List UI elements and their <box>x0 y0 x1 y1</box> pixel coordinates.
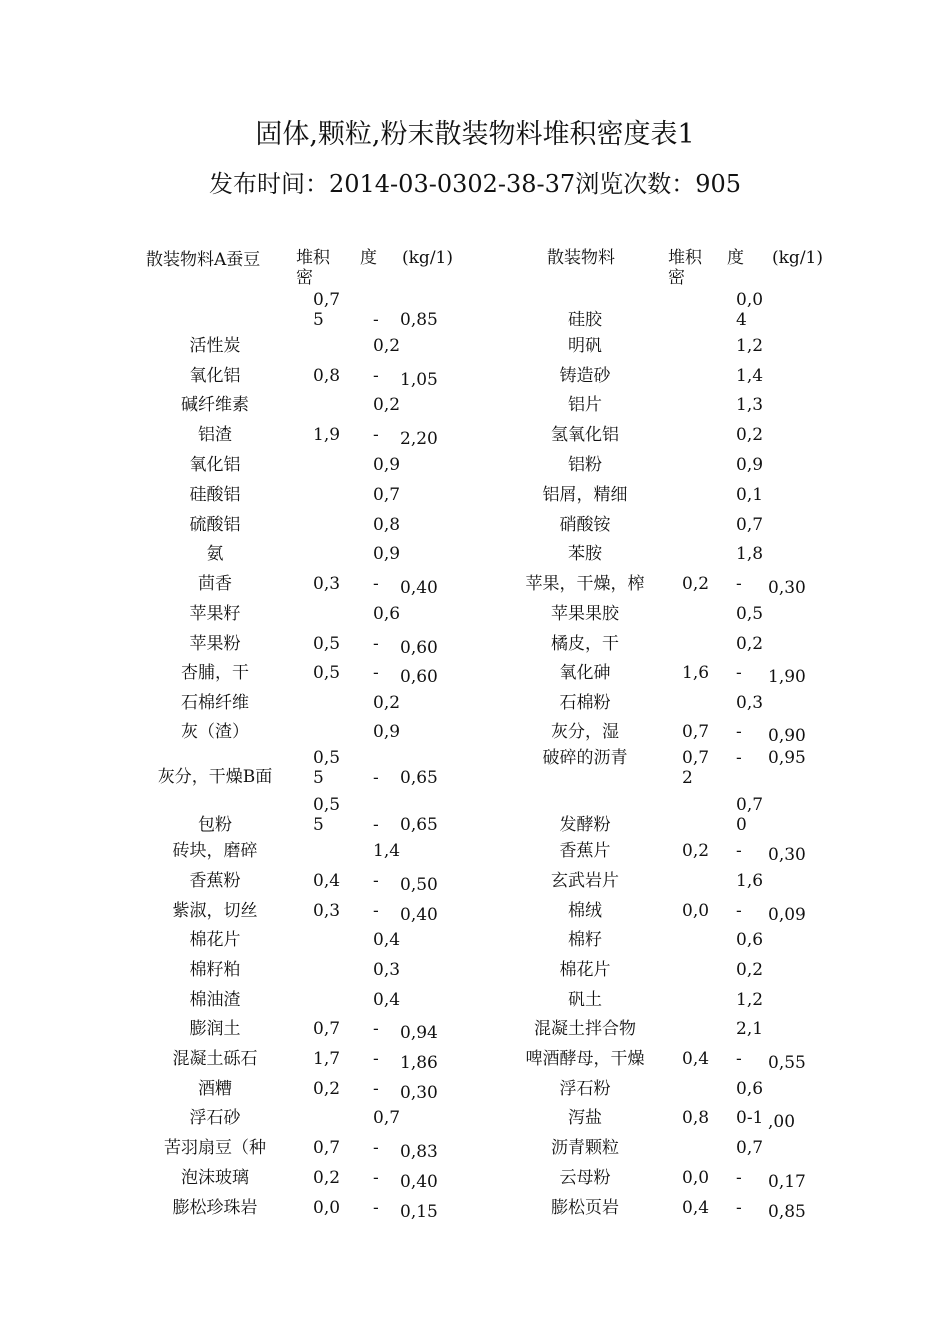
density-sep-left: - <box>373 1079 379 1099</box>
density-sep-right: 0,3 <box>736 693 764 713</box>
density-max-right: 0,30 <box>768 845 806 865</box>
density-sep-left: 1,4 <box>373 841 401 861</box>
density-min-left: 0,8 <box>313 366 341 386</box>
density-sep-left: 0,9 <box>373 722 401 742</box>
table-row <box>0 515 950 545</box>
table-row <box>0 767 950 797</box>
material-name-right: 橘皮，干 <box>551 634 619 654</box>
table-row <box>0 1079 950 1109</box>
density-max-left: 0,15 <box>400 1202 438 1222</box>
header-right-name: 散装物料 <box>547 248 615 268</box>
density-min-left: 0,7 5 <box>313 290 341 330</box>
density-sep-right: 1,4 <box>736 366 764 386</box>
material-name-right: 铝屑，精细 <box>542 485 628 505</box>
material-name-left: 酒糟 <box>198 1079 232 1099</box>
density-max-right: 0,30 <box>768 578 806 598</box>
material-name-left: 氧化铝 <box>189 455 241 475</box>
density-sep-left: - <box>373 663 379 683</box>
density-max-right: 0,90 <box>768 726 806 746</box>
material-name-right: 硅胶 <box>568 310 602 330</box>
density-min-right: 0,4 <box>682 1198 710 1218</box>
material-name-left: 混凝土砾石 <box>172 1049 258 1069</box>
material-name-left: 硅酸铝 <box>189 485 241 505</box>
material-name-right: 香蕉片 <box>559 841 611 861</box>
density-sep-right: - <box>736 574 742 594</box>
density-max-left: 2,20 <box>400 429 438 449</box>
density-max-left: 0,60 <box>400 638 438 658</box>
material-name-left: 活性炭 <box>189 336 241 356</box>
density-sep-left: 0,9 <box>373 455 401 475</box>
density-min-left: 0,3 <box>313 901 341 921</box>
density-sep-left: - <box>373 768 379 788</box>
density-min-right: 0,0 <box>682 901 710 921</box>
header-left-unit: (kg/1) <box>402 248 453 268</box>
table-row <box>0 455 950 485</box>
material-name-left: 硫酸铝 <box>189 515 241 535</box>
density-sep-left: 0,3 <box>373 960 401 980</box>
density-min-left: 0,3 <box>313 574 341 594</box>
density-max-left: 0,40 <box>400 578 438 598</box>
density-min-left: 1,9 <box>313 425 341 445</box>
density-sep-right: 1,2 <box>736 990 764 1010</box>
header-right-density: 堆积密 <box>668 248 702 288</box>
material-name-right: 混凝土拌合物 <box>534 1019 636 1039</box>
density-sep-left: - <box>373 901 379 921</box>
density-max-left: 1,05 <box>400 370 438 390</box>
density-sep-right: 0,2 <box>736 960 764 980</box>
density-sep-right: 0,6 <box>736 1079 764 1099</box>
table-row <box>0 1108 950 1138</box>
density-max-left: 0,60 <box>400 667 438 687</box>
density-max-left: 0,85 <box>400 310 438 330</box>
table-row <box>0 1019 950 1049</box>
density-min-left: 0,2 <box>313 1079 341 1099</box>
material-name-right: 铝粉 <box>568 455 602 475</box>
material-name-left: 灰（渣） <box>181 722 249 742</box>
density-sep-left: 0,7 <box>373 485 401 505</box>
density-sep-right: - <box>736 722 742 742</box>
density-sep-right: 0,0 4 <box>736 290 764 330</box>
density-max-left: 0,40 <box>400 905 438 925</box>
material-name-right: 膨松页岩 <box>551 1198 619 1218</box>
material-name-left: 泡沫玻璃 <box>181 1168 249 1188</box>
table-row <box>0 604 950 634</box>
material-name-left: 膨润土 <box>189 1019 241 1039</box>
material-name-right: 破碎的沥青 <box>542 748 628 768</box>
table-row <box>0 960 950 990</box>
material-name-right: 石棉粉 <box>559 693 611 713</box>
material-name-right: 铝片 <box>568 395 602 415</box>
density-min-left: 0,5 <box>313 634 341 654</box>
density-sep-left: - <box>373 815 379 835</box>
table-row <box>0 634 950 664</box>
density-sep-left: - <box>373 1138 379 1158</box>
density-max-right: 0,09 <box>768 905 806 925</box>
density-sep-right: - <box>736 1168 742 1188</box>
density-sep-left: - <box>373 1168 379 1188</box>
material-name-left: 砖块，磨碎 <box>172 841 258 861</box>
table-row <box>0 1168 950 1198</box>
density-sep-right: 0,1 <box>736 485 764 505</box>
header-right-unit: (kg/1) <box>772 248 823 268</box>
material-name-left: 棉油渣 <box>189 990 241 1010</box>
material-name-left: 棉花片 <box>189 930 241 950</box>
density-min-right: 0,7 2 <box>682 748 710 788</box>
density-sep-left: 0,2 <box>373 693 401 713</box>
density-max-right: 0,85 <box>768 1202 806 1222</box>
density-sep-left: 0,2 <box>373 395 401 415</box>
density-min-right: 0,2 <box>682 841 710 861</box>
material-name-left: 紫淑，切丝 <box>172 901 258 921</box>
density-sep-left: 0,6 <box>373 604 401 624</box>
density-sep-right: 2,1 <box>736 1019 764 1039</box>
density-min-right: 0,4 <box>682 1049 710 1069</box>
density-min-left: 0,4 <box>313 871 341 891</box>
table-row <box>0 574 950 604</box>
density-sep-right: - <box>736 1198 742 1218</box>
material-name-right: 棉籽 <box>568 930 602 950</box>
material-name-left: 茴香 <box>198 574 232 594</box>
density-max-left: 0,50 <box>400 875 438 895</box>
table-row <box>0 901 950 931</box>
density-min-left: 0,0 <box>313 1198 341 1218</box>
density-sep-right: - <box>736 1049 742 1069</box>
material-name-left: 石棉纤维 <box>181 693 249 713</box>
header-left-du: 度 <box>360 248 377 268</box>
density-sep-right: 1,2 <box>736 336 764 356</box>
table-row <box>0 1198 950 1228</box>
table-row <box>0 395 950 425</box>
material-name-right: 氢氧化铝 <box>551 425 619 445</box>
density-sep-right: 1,6 <box>736 871 764 891</box>
page-title: 固体,颗粒,粉末散装物料堆积密度表1 <box>255 119 695 150</box>
table-row <box>0 841 950 871</box>
density-sep-left: - <box>373 1019 379 1039</box>
density-sep-left: - <box>373 634 379 654</box>
table-row <box>0 336 950 366</box>
material-name-left: 铝渣 <box>198 425 232 445</box>
density-max-right: 0,95 <box>768 748 806 768</box>
density-sep-right: 1,8 <box>736 544 764 564</box>
density-sep-left: 0,9 <box>373 544 401 564</box>
material-name-right: 铸造砂 <box>559 366 611 386</box>
material-name-right: 苹果果胶 <box>551 604 619 624</box>
density-sep-right: 0,9 <box>736 455 764 475</box>
density-sep-right: - <box>736 663 742 683</box>
material-name-right: 硝酸铵 <box>559 515 611 535</box>
density-min-left: 0,5 <box>313 663 341 683</box>
density-min-left: 0,5 5 <box>313 795 341 835</box>
density-max-left: 0,65 <box>400 815 438 835</box>
material-name-left: 香蕉粉 <box>189 871 241 891</box>
material-name-right: 苹果，干燥，榨 <box>525 574 645 594</box>
density-sep-left: - <box>373 574 379 594</box>
header-right-du: 度 <box>727 248 744 268</box>
material-name-right: 灰分，湿 <box>551 722 619 742</box>
density-max-right: 0,17 <box>768 1172 806 1192</box>
table-row <box>0 425 950 455</box>
table-row <box>0 795 950 835</box>
table-row <box>0 290 950 330</box>
density-sep-right: - <box>736 841 742 861</box>
table-row <box>0 544 950 574</box>
material-name-left: 氧化铝 <box>189 366 241 386</box>
density-sep-left: 0,2 <box>373 336 401 356</box>
density-sep-right: 0,7 <box>736 1138 764 1158</box>
density-sep-left: 0,4 <box>373 930 401 950</box>
density-min-left: 0,5 5 <box>313 748 341 788</box>
density-min-right: 1,6 <box>682 663 710 683</box>
density-sep-right: 0,2 <box>736 425 764 445</box>
density-min-right: 0,2 <box>682 574 710 594</box>
material-name-right: 氧化砷 <box>559 663 611 683</box>
material-name-left: 灰分，干燥B面 <box>157 767 273 787</box>
density-sep-left: - <box>373 425 379 445</box>
density-sep-right: 0,6 <box>736 930 764 950</box>
density-sep-right: 0,5 <box>736 604 764 624</box>
table-row <box>0 1049 950 1079</box>
density-min-left: 0,7 <box>313 1138 341 1158</box>
table-row <box>0 663 950 693</box>
density-max-left: 1,86 <box>400 1053 438 1073</box>
material-name-left: 浮石砂 <box>189 1108 241 1128</box>
density-min-left: 0,2 <box>313 1168 341 1188</box>
density-sep-left: - <box>373 871 379 891</box>
density-min-right: 0,7 <box>682 722 710 742</box>
density-max-left: 0,94 <box>400 1023 438 1043</box>
material-name-left: 杏脯，干 <box>181 663 249 683</box>
material-name-right: 玄武岩片 <box>551 871 619 891</box>
material-name-right: 棉绒 <box>568 901 602 921</box>
table-row <box>0 871 950 901</box>
table-row <box>0 366 950 396</box>
density-sep-right: - <box>736 901 742 921</box>
density-max-left: 0,40 <box>400 1172 438 1192</box>
density-sep-left: - <box>373 1049 379 1069</box>
density-sep-left: 0,7 <box>373 1108 401 1128</box>
density-sep-right: 1,3 <box>736 395 764 415</box>
table-row <box>0 485 950 515</box>
density-sep-right: 0,2 <box>736 634 764 654</box>
density-max-right: 0,55 <box>768 1053 806 1073</box>
material-name-left: 棉籽粕 <box>189 960 241 980</box>
material-name-right: 矾土 <box>568 990 602 1010</box>
material-name-right: 苯胺 <box>568 544 602 564</box>
density-sep-left: - <box>373 1198 379 1218</box>
material-name-right: 啤酒酵母，干燥 <box>525 1049 645 1069</box>
density-sep-right: 0-1 <box>736 1108 764 1128</box>
material-name-left: 碱纤维素 <box>181 395 249 415</box>
material-name-left: 氨 <box>206 544 224 564</box>
density-min-right: 0,8 <box>682 1108 710 1128</box>
density-sep-right: 0,7 0 <box>736 795 764 835</box>
table-row <box>0 1138 950 1168</box>
material-name-left: 膨松珍珠岩 <box>172 1198 258 1218</box>
density-max-right: ,00 <box>768 1112 796 1132</box>
material-name-right: 沥青颗粒 <box>551 1138 619 1158</box>
density-max-right: 1,90 <box>768 667 806 687</box>
table-row <box>0 693 950 723</box>
material-name-right: 云母粉 <box>559 1168 611 1188</box>
publish-info: 发布时间：2014-03-0302-38-37浏览次数：905 <box>208 170 742 198</box>
material-name-left: 苹果籽 <box>189 604 241 624</box>
header-left-density: 堆积密 <box>296 248 330 288</box>
table-row <box>0 990 950 1020</box>
density-sep-right: - <box>736 748 742 768</box>
density-min-left: 1,7 <box>313 1049 341 1069</box>
density-min-left: 0,7 <box>313 1019 341 1039</box>
density-sep-left: - <box>373 366 379 386</box>
density-sep-left: 0,8 <box>373 515 401 535</box>
density-sep-right: 0,7 <box>736 515 764 535</box>
material-name-right: 棉花片 <box>559 960 611 980</box>
density-max-left: 0,30 <box>400 1083 438 1103</box>
material-name-right: 明矾 <box>568 336 602 356</box>
header-left-name: 散装物料A蚕豆 <box>146 250 261 270</box>
material-name-left: 苹果粉 <box>189 634 241 654</box>
density-max-left: 0,83 <box>400 1142 438 1162</box>
material-name-right: 发酵粉 <box>559 815 611 835</box>
density-max-left: 0,65 <box>400 768 438 788</box>
density-sep-left: - <box>373 310 379 330</box>
material-name-right: 泻盐 <box>568 1108 602 1128</box>
table-row <box>0 930 950 960</box>
material-name-right: 浮石粉 <box>559 1079 611 1099</box>
density-sep-left: 0,4 <box>373 990 401 1010</box>
density-min-right: 0,0 <box>682 1168 710 1188</box>
material-name-left: 苦羽扇豆（种 <box>164 1138 266 1158</box>
material-name-left: 包粉 <box>198 815 232 835</box>
